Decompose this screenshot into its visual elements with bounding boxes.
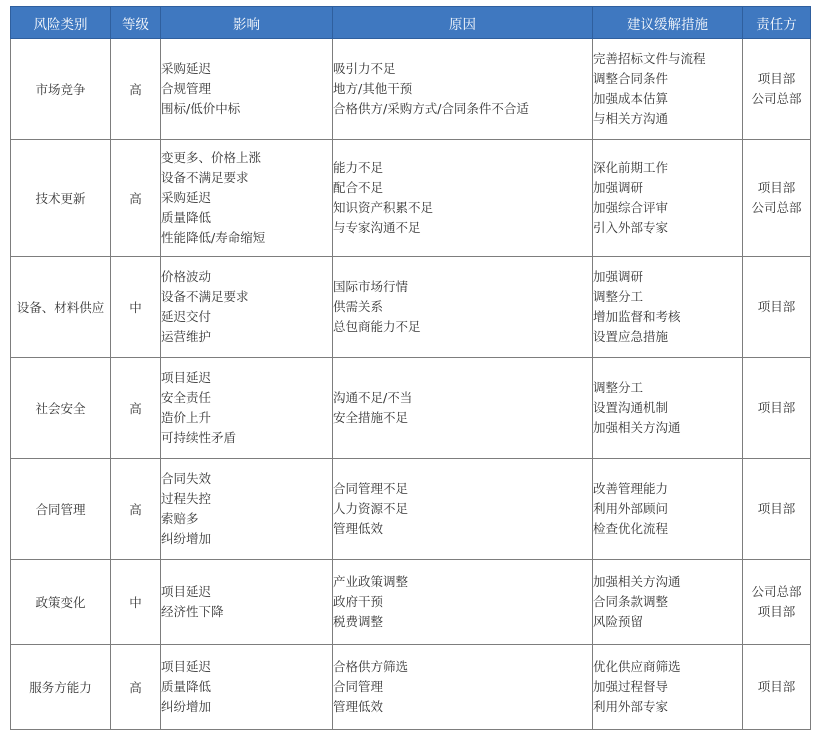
impact-cell	[161, 140, 333, 257]
measures-cell	[593, 140, 743, 257]
cause-item: 合同管理不足	[333, 481, 409, 496]
cause-item: 总包商能力不足	[333, 319, 421, 334]
header-category: 风险类别	[11, 7, 111, 39]
level-cell: 高	[111, 140, 161, 257]
impact-item: 设备不满足要求	[161, 289, 249, 304]
measure-item: 检查优化流程	[593, 521, 669, 536]
owner-item: 项目部	[757, 180, 796, 195]
measure-item: 加强相关方沟通	[593, 420, 681, 435]
impact-item: 围标/低价中标	[161, 101, 241, 116]
header-row	[11, 7, 811, 39]
measure-item: 加强相关方沟通	[593, 574, 681, 589]
owner-item: 项目部	[757, 400, 796, 415]
measures-cell	[593, 39, 743, 140]
header-measures: 建议缓解措施	[593, 7, 743, 39]
measure-item: 引入外部专家	[593, 220, 669, 235]
impact-item: 合规管理	[161, 81, 212, 96]
cause-item: 人力资源不足	[333, 501, 409, 516]
measure-item: 风险预留	[593, 614, 644, 629]
cause-item: 合格供方筛选	[333, 659, 409, 674]
impact-item: 延迟交付	[161, 309, 212, 324]
header-impact: 影响	[161, 7, 333, 39]
measure-item: 利用外部顾问	[593, 501, 669, 516]
cause-item: 管理低效	[333, 521, 384, 536]
table-row	[11, 358, 811, 459]
category-cell: 服务方能力	[11, 645, 111, 730]
measures-cell	[593, 257, 743, 358]
impact-item: 性能降低/寿命缩短	[161, 230, 266, 245]
impact-cell	[161, 39, 333, 140]
category-cell: 技术更新	[11, 140, 111, 257]
cause-item: 税费调整	[333, 614, 384, 629]
impact-cell	[161, 358, 333, 459]
category-cell: 市场竞争	[11, 39, 111, 140]
owner-cell	[743, 459, 811, 560]
impact-cell	[161, 560, 333, 645]
measure-item: 加强成本估算	[593, 91, 669, 106]
measure-item: 加强调研	[593, 269, 644, 284]
header-level: 等级	[111, 7, 161, 39]
owner-item: 项目部	[757, 299, 796, 314]
impact-item: 价格波动	[161, 269, 212, 284]
owner-item: 项目部	[757, 604, 796, 619]
cause-item: 与专家沟通不足	[333, 220, 421, 235]
owner-cell	[743, 140, 811, 257]
cause-cell	[333, 358, 593, 459]
impact-item: 安全责任	[161, 390, 212, 405]
impact-cell	[161, 645, 333, 730]
category-cell: 政策变化	[11, 560, 111, 645]
impact-item: 质量降低	[161, 679, 212, 694]
measures-cell	[593, 645, 743, 730]
impact-item: 项目延迟	[161, 584, 212, 599]
category-cell: 设备、材料供应	[11, 257, 111, 358]
table-row	[11, 39, 811, 140]
category-cell: 社会安全	[11, 358, 111, 459]
measure-item: 加强综合评审	[593, 200, 669, 215]
table-row	[11, 257, 811, 358]
cause-cell	[333, 140, 593, 257]
impact-item: 合同失效	[161, 471, 212, 486]
owner-item: 公司总部	[751, 200, 802, 215]
table-row	[11, 459, 811, 560]
table-row	[11, 140, 811, 257]
owner-cell	[743, 560, 811, 645]
cause-item: 合格供方/采购方式/合同条件不合适	[333, 101, 529, 116]
owner-item: 公司总部	[751, 584, 802, 599]
impact-cell	[161, 257, 333, 358]
cause-item: 合同管理	[333, 679, 384, 694]
impact-item: 项目延迟	[161, 370, 212, 385]
cause-item: 地方/其他干预	[333, 81, 413, 96]
measure-item: 改善管理能力	[593, 481, 669, 496]
impact-item: 变更多、价格上涨	[161, 150, 262, 165]
owner-item: 项目部	[757, 501, 796, 516]
impact-item: 纠纷增加	[161, 531, 212, 546]
impact-cell	[161, 459, 333, 560]
measure-item: 设置应急措施	[593, 329, 669, 344]
impact-item: 纠纷增加	[161, 699, 212, 714]
owner-item: 项目部	[757, 71, 796, 86]
cause-item: 供需关系	[333, 299, 384, 314]
cause-cell	[333, 645, 593, 730]
impact-item: 采购延迟	[161, 190, 212, 205]
level-cell: 高	[111, 39, 161, 140]
impact-item: 项目延迟	[161, 659, 212, 674]
cause-item: 沟通不足/不当	[333, 390, 413, 405]
cause-item: 吸引力不足	[333, 61, 396, 76]
level-cell: 中	[111, 257, 161, 358]
owner-item: 公司总部	[751, 91, 802, 106]
cause-item: 国际市场行情	[333, 279, 409, 294]
category-cell: 合同管理	[11, 459, 111, 560]
owner-cell	[743, 39, 811, 140]
risk-table-container	[10, 6, 811, 730]
measure-item: 利用外部专家	[593, 699, 669, 714]
level-cell: 中	[111, 560, 161, 645]
cause-item: 知识资产积累不足	[333, 200, 434, 215]
measure-item: 深化前期工作	[593, 160, 669, 175]
cause-item: 配合不足	[333, 180, 384, 195]
level-cell: 高	[111, 358, 161, 459]
table-row	[11, 560, 811, 645]
impact-item: 造价上升	[161, 410, 212, 425]
cause-item: 安全措施不足	[333, 410, 409, 425]
impact-item: 质量降低	[161, 210, 212, 225]
cause-cell	[333, 459, 593, 560]
measure-item: 调整合同条件	[593, 71, 669, 86]
impact-item: 设备不满足要求	[161, 170, 249, 185]
owner-cell	[743, 358, 811, 459]
cause-cell	[333, 39, 593, 140]
impact-item: 过程失控	[161, 491, 212, 506]
owner-item: 项目部	[757, 679, 796, 694]
owner-cell	[743, 645, 811, 730]
cause-item: 管理低效	[333, 699, 384, 714]
measure-item: 与相关方沟通	[593, 111, 669, 126]
owner-cell	[743, 257, 811, 358]
measure-item: 合同条款调整	[593, 594, 669, 609]
header-owner: 责任方	[743, 7, 811, 39]
table-row	[11, 645, 811, 730]
impact-item: 经济性下降	[161, 604, 224, 619]
risk-table	[10, 6, 811, 730]
measure-item: 完善招标文件与流程	[593, 51, 706, 66]
measure-item: 调整分工	[593, 289, 644, 304]
level-cell: 高	[111, 459, 161, 560]
measure-item: 加强过程督导	[593, 679, 669, 694]
impact-item: 采购延迟	[161, 61, 212, 76]
measure-item: 设置沟通机制	[593, 400, 669, 415]
cause-item: 政府干预	[333, 594, 384, 609]
level-cell: 高	[111, 645, 161, 730]
header-cause: 原因	[333, 7, 593, 39]
impact-item: 可持续性矛盾	[161, 430, 237, 445]
measure-item: 增加监督和考核	[593, 309, 681, 324]
measure-item: 调整分工	[593, 380, 644, 395]
impact-item: 索赔多	[161, 511, 199, 526]
measures-cell	[593, 358, 743, 459]
cause-item: 产业政策调整	[333, 574, 409, 589]
cause-item: 能力不足	[333, 160, 384, 175]
measure-item: 加强调研	[593, 180, 644, 195]
cause-cell	[333, 257, 593, 358]
measures-cell	[593, 459, 743, 560]
cause-cell	[333, 560, 593, 645]
measures-cell	[593, 560, 743, 645]
measure-item: 优化供应商筛选	[593, 659, 681, 674]
impact-item: 运营维护	[161, 329, 212, 344]
